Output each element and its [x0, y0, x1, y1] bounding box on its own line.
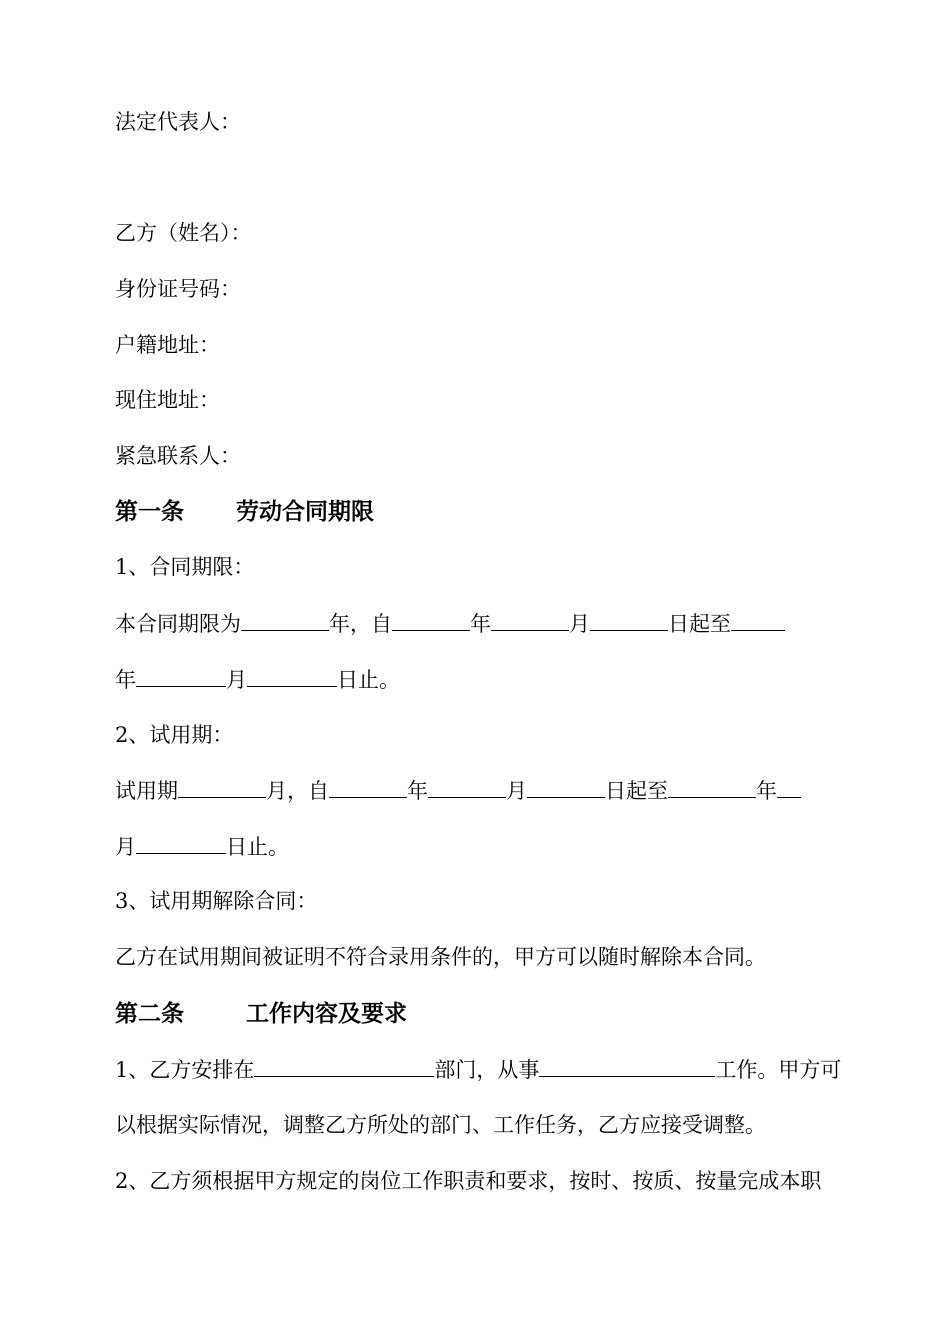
- article-1-title: 劳动合同期限: [236, 498, 375, 525]
- probation-text-6: 月: [115, 835, 136, 859]
- probation-start-month-blank[interactable]: [428, 775, 506, 798]
- article-2-title: 工作内容及要求: [246, 1000, 408, 1027]
- term-prefix: 本合同期限为: [115, 612, 241, 636]
- article-1-item-3-label: 3、试用期解除合同：: [115, 889, 318, 913]
- article-2-heading: [115, 998, 407, 1030]
- term-end-month-prefix-blank[interactable]: [136, 664, 226, 687]
- party-b-id-number-label: 身份证号码：: [115, 277, 241, 301]
- article-2-item-1-line-1: [115, 1054, 841, 1085]
- term-years-blank[interactable]: [241, 608, 329, 631]
- probation-text-1: 月，自: [266, 779, 329, 803]
- party-b-name-label: 乙方（姓名）：: [115, 221, 252, 245]
- department-blank[interactable]: [254, 1054, 434, 1077]
- term-text-5: 年: [115, 668, 136, 692]
- term-start-year-blank[interactable]: [392, 608, 470, 631]
- probation-line-2: [115, 831, 289, 862]
- probation-text-7: 日止。: [226, 835, 289, 859]
- probation-text-4: 日起至: [605, 779, 668, 803]
- party-b-household-address-label: 户籍地址：: [115, 333, 220, 357]
- term-end-day-blank[interactable]: [247, 664, 337, 687]
- article-1-item-3-text: 乙方在试用期间被证明不符合录用条件的，甲方可以随时解除本合同。: [115, 945, 766, 969]
- probation-prefix: 试用期: [115, 779, 178, 803]
- term-text-1: 年，自: [329, 612, 392, 636]
- article-2-item-1-line-2: 以根据实际情况，调整乙方所处的部门、工作任务，乙方应接受调整。: [115, 1113, 766, 1137]
- term-start-month-blank[interactable]: [491, 608, 569, 631]
- article-2-number: 第二条: [115, 1000, 184, 1027]
- probation-start-year-blank[interactable]: [329, 775, 407, 798]
- article-1-item-1-label: 1、合同期限：: [115, 555, 255, 579]
- article-1-item-2-label: 2、试用期：: [115, 723, 234, 747]
- probation-text-2: 年: [407, 779, 428, 803]
- legal-representative-label: 法定代表人：: [115, 110, 241, 134]
- probation-start-day-blank[interactable]: [527, 775, 605, 798]
- term-text-3: 月: [569, 612, 590, 636]
- probation-end-day-blank[interactable]: [136, 831, 226, 854]
- article-2-item-1-suffix: 工作。甲方可: [715, 1058, 842, 1082]
- probation-end-month-blank-part[interactable]: [777, 775, 801, 798]
- party-b-emergency-contact-label: 紧急联系人：: [115, 444, 241, 468]
- term-text-6: 月: [226, 668, 247, 692]
- probation-months-blank[interactable]: [178, 775, 266, 798]
- contract-term-line-1: [115, 608, 785, 639]
- probation-line-1: [115, 775, 801, 806]
- article-1-heading: [115, 496, 374, 528]
- party-b-current-address-label: 现住地址：: [115, 388, 220, 412]
- article-1-number: 第一条: [115, 498, 184, 525]
- term-text-4: 日起至: [668, 612, 731, 636]
- probation-text-5: 年: [756, 779, 777, 803]
- probation-text-3: 月: [506, 779, 527, 803]
- contract-term-line-2: [115, 664, 400, 695]
- job-blank[interactable]: [539, 1054, 715, 1077]
- term-end-year-blank-part[interactable]: [731, 608, 785, 631]
- probation-end-year-blank[interactable]: [668, 775, 756, 798]
- article-2-item-1-prefix: 1、乙方安排在: [115, 1058, 255, 1082]
- term-text-2: 年: [470, 612, 491, 636]
- article-2-item-1-mid: 部门，从事: [434, 1058, 540, 1082]
- article-2-item-2-line-1: 2、乙方须根据甲方规定的岗位工作职责和要求，按时、按质、按量完成本职: [115, 1169, 822, 1193]
- term-start-day-blank[interactable]: [590, 608, 668, 631]
- term-text-7: 日止。: [337, 668, 400, 692]
